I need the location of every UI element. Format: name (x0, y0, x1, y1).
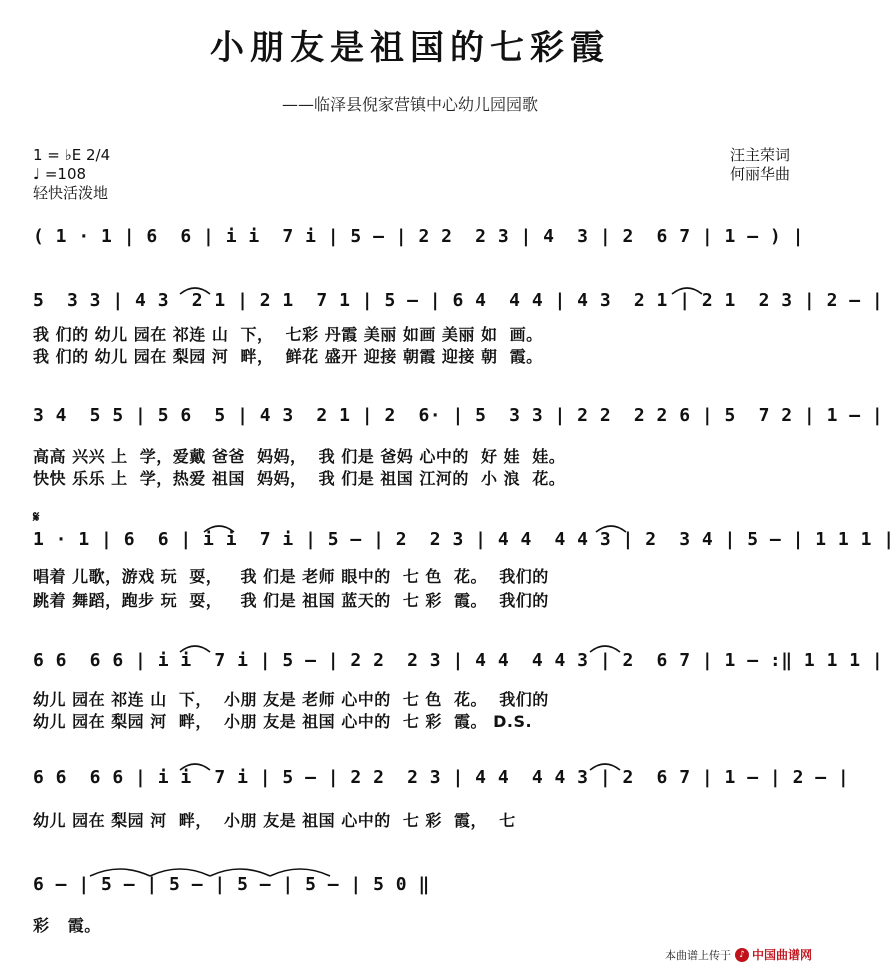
upload-label: 本曲谱上传于 (664, 948, 731, 962)
slur-mark (672, 288, 702, 294)
lyric-line-2-verse-1: 我 们的 幼儿 园在 祁连 山 下， 七彩 丹霞 美丽 如画 美丽 如 画。 (33, 325, 543, 344)
tempo-marking: ♩ =108 (33, 165, 87, 183)
lyricist-credit: 汪主荣词 (729, 146, 790, 164)
notation-line-5: 6 6 6 6 | i i 7 i | 5 — | 2 2 2 3 | 4 4 4 4 3 | 2 6 7 | 1 — :‖ 1 1 1 | (33, 650, 884, 671)
upload-footer (665, 946, 812, 963)
site-name: 中国曲谱网 (751, 948, 812, 962)
site-logo[interactable] (735, 946, 812, 963)
music-note-icon: ♪ (735, 948, 749, 962)
lyric-line-7-verse-1: 彩 霞。 (33, 916, 101, 935)
slur-mark (180, 764, 210, 770)
segno-sign: 𝄋 (33, 508, 40, 526)
notation-line-3: 3 4 5 5 | 5 6 5 | 4 3 2 1 | 2 6· | 5 3 3 | 2 2 2 2 6 | 5 7 2 | 1 — | (33, 405, 884, 426)
song-title: 小朋友是祖国的七彩霞 (210, 28, 610, 68)
notation-line-1: ( 1 · 1 | 6 6 | i i 7 i | 5 — | 2 2 2 3 | 4 3 | 2 6 7 | 1 — ) | (33, 226, 804, 247)
tie-mark (90, 869, 150, 876)
tie-mark (210, 869, 270, 876)
lyric-line-3-verse-2: 快快 乐乐 上 学，热爱 祖国 妈妈， 我 们是 祖国 江河的 小 浪 花。 (33, 469, 566, 488)
lyric-line-5-verse-1: 幼儿 园在 祁连 山 下， 小朋 友是 老师 心中的 七 色 花。 我们的 (33, 690, 549, 709)
notation-line-2: 5 3 3 | 4 3 2 1 | 2 1 7 1 | 5 — | 6 4 4 4 | 4 3 2 1 | 2 1 2 3 | 2 — | (33, 290, 884, 311)
lyric-line-5-verse-2: 幼儿 园在 梨园 河 畔， 小朋 友是 祖国 心中的 七 彩 霞。 D.S. (33, 712, 533, 731)
slur-mark (180, 646, 210, 652)
tie-mark (270, 869, 330, 876)
composer-credit: 何丽华曲 (729, 165, 790, 183)
song-subtitle: ——临泽县倪家营镇中心幼儿园园歌 (281, 95, 538, 114)
expression-marking: 轻快活泼地 (33, 184, 109, 202)
slur-mark (596, 526, 626, 532)
tie-mark (150, 869, 210, 876)
key-signature: 1 = ♭E 2/4 (33, 146, 111, 164)
slur-mark (204, 526, 234, 532)
slur-mark (180, 288, 210, 294)
notation-line-7: 6 — | 5 — | 5 — | 5 — | 5 — | 5 0 ‖ (33, 874, 430, 895)
slur-mark (590, 764, 620, 770)
lyric-line-6-verse-1: 幼儿 园在 梨园 河 畔， 小朋 友是 祖国 心中的 七 彩 霞， 七 (33, 811, 516, 830)
lyric-line-2-verse-2: 我 们的 幼儿 园在 梨园 河 畔， 鲜花 盛开 迎接 朝霞 迎接 朝 霞。 (33, 347, 543, 366)
lyric-line-4-verse-1: 唱着 儿歌，游戏 玩 耍， 我 们是 老师 眼中的 七 色 花。 我们的 (33, 567, 549, 586)
slur-mark (590, 646, 620, 652)
notation-line-6: 6 6 6 6 | i i 7 i | 5 — | 2 2 2 3 | 4 4 4 4 3 | 2 6 7 | 1 — | 2 — | (33, 767, 850, 788)
lyric-line-4-verse-2: 跳着 舞蹈，跑步 玩 耍， 我 们是 祖国 蓝天的 七 彩 霞。 我们的 (33, 591, 549, 610)
notation-line-4: 1 · 1 | 6 6 | i i 7 i | 5 — | 2 2 3 | 4 4 4 4 3 | 2 3 4 | 5 — | 1 1 1 | (33, 529, 895, 550)
lyric-line-3-verse-1: 高高 兴兴 上 学，爱戴 爸爸 妈妈， 我 们是 爸妈 心中的 好 娃 娃。 (33, 447, 566, 466)
